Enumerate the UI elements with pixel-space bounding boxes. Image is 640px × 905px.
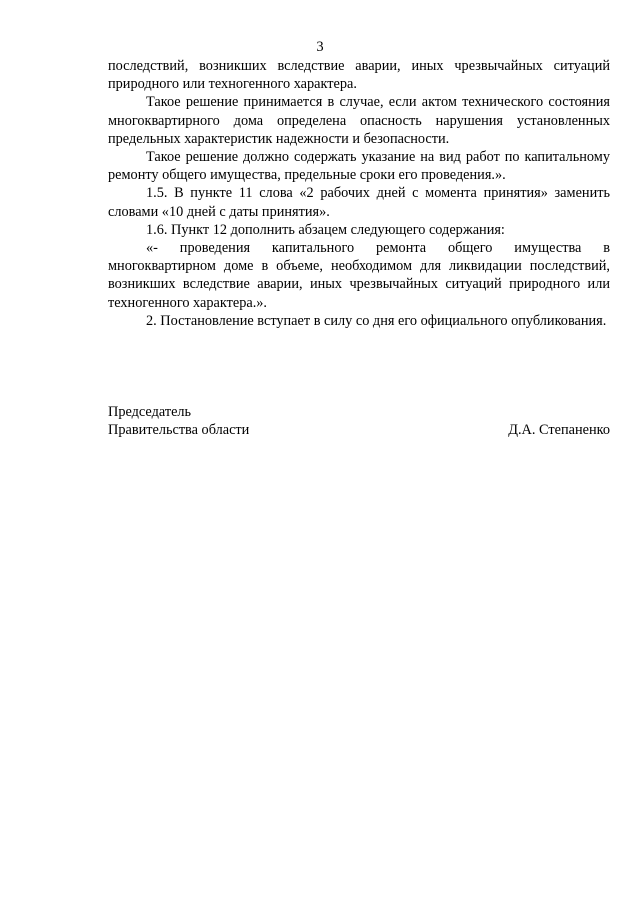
paragraph-item-1-6: 1.6. Пункт 12 дополнить абзацем следующего содержания: xyxy=(146,221,505,238)
paragraph-decision-condition: Такое решение принимается в случае, если актом технического состояния многоквартирного дома определена опасность нарушения установленных предельных характеристик надежности и безопасности. xyxy=(108,94,610,147)
signatory-name: Д.А. Степаненко xyxy=(508,422,610,439)
paragraph-continuation: последствий, возникших вследствие аварии, иных чрезвычайных ситуаций природного или техногенного характера. xyxy=(108,58,610,93)
page-number: 3 xyxy=(316,39,324,55)
signatory-title-line1: Председатель xyxy=(108,404,192,420)
document-body xyxy=(108,57,610,330)
signature-block xyxy=(108,403,610,439)
paragraph-item-1-5: 1.5. В пункте 11 слова «2 рабочих дней с момента принятия» заменить словами «10 дней с даты принятия». xyxy=(108,185,610,220)
signature-row xyxy=(108,421,610,439)
paragraph-quoted-addition: «- проведения капитального ремонта общего имущества в многоквартирном доме в объеме, необходимом для ликвидации последствий, возникших вследствие аварии, иных чрезвычайных ситуаций природного или техногенного характера.». xyxy=(108,240,610,311)
signatory-title-line2: Правительства области xyxy=(108,422,250,439)
paragraph-decision-content: Такое решение должно содержать указание на вид работ по капитальному ремонту общего имущества, предельные сроки его проведения.». xyxy=(108,149,610,184)
paragraph-effective-date: 2. Постановление вступает в силу со дня его официального опубликования. xyxy=(146,312,607,329)
